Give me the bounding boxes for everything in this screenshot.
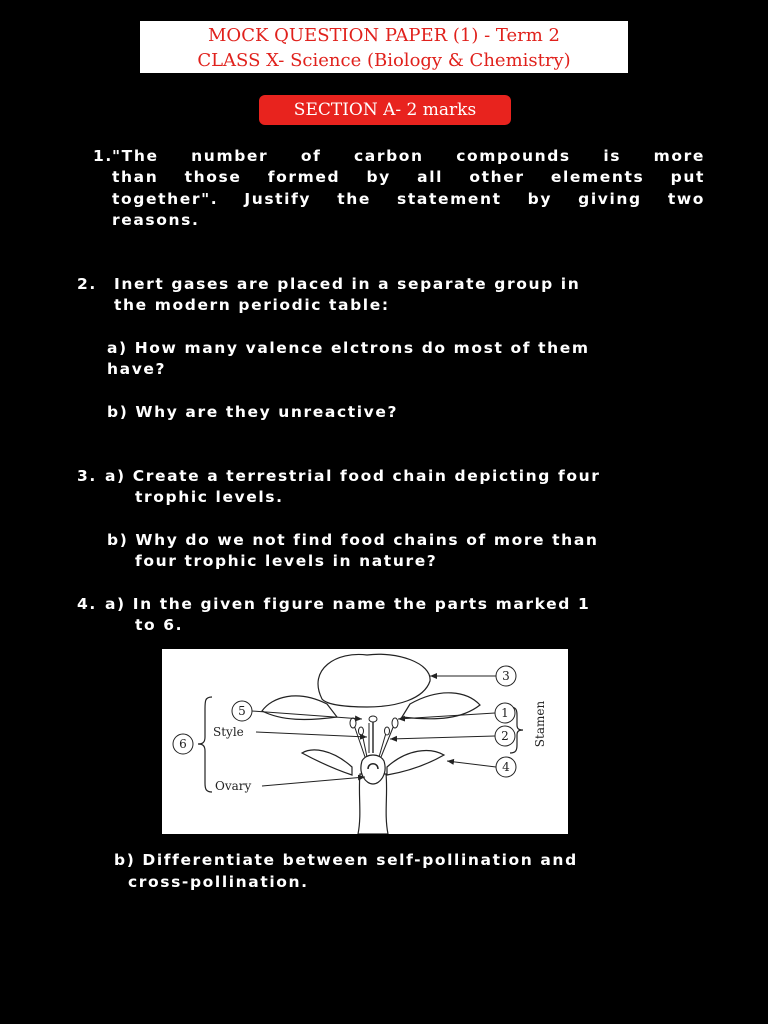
sepal-left [302, 750, 352, 775]
label-6: 6 [179, 737, 187, 751]
flower-diagram [162, 649, 568, 834]
section-badge: SECTION A- 2 marks [259, 95, 511, 125]
label-1: 1 [501, 706, 509, 720]
label-stamen: Stamen [533, 700, 547, 748]
title-line-2: CLASS X- Science (Biology & Chemistry) [197, 50, 571, 71]
label-2: 2 [501, 729, 509, 743]
flower-diagram-svg [162, 649, 568, 834]
title-line-1: MOCK QUESTION PAPER (1) - Term 2 [208, 25, 560, 46]
question-1-number: 1. [93, 147, 113, 165]
question-2-number: 2. [77, 275, 97, 293]
question-2-line-2: the modern periodic table: [114, 296, 390, 314]
question-4-number: 4. [77, 595, 97, 613]
question-1-line-4: reasons. [112, 211, 200, 229]
question-4b-line-2: cross-pollination. [128, 873, 309, 891]
question-1-line-2: than those formed by all other elements put [112, 168, 705, 186]
question-1-line-1: "The number of carbon compounds is more [112, 147, 705, 165]
question-4b-line-1: b) Differentiate between self-pollination and [114, 851, 578, 869]
question-3a-line-2: trophic levels. [135, 488, 284, 506]
question-3b-line-2: four trophic levels in nature? [135, 552, 438, 570]
petal-top [318, 654, 430, 707]
title-box [140, 21, 628, 73]
question-2-line-1: Inert gases are placed in a separate group in [114, 275, 581, 293]
question-3b-line-1: b) Why do we not find food chains of more than [107, 531, 599, 549]
label-3: 3 [502, 669, 510, 683]
sepal-right [387, 751, 444, 775]
question-4a-line-1: a) In the given figure name the parts marked 1 [105, 595, 591, 613]
left-brace [198, 697, 212, 792]
ovary-shape [361, 755, 385, 784]
label-ovary: Ovary [215, 779, 252, 793]
question-1-line-3: together". Justify the statement by giving two [112, 190, 705, 208]
question-3a-line-1: a) Create a terrestrial food chain depicting four [105, 467, 601, 485]
label-style: Style [213, 725, 244, 739]
question-2a-line-1: a) How many valence elctrons do most of them [107, 339, 590, 357]
question-4a-line-2: to 6. [135, 616, 184, 634]
question-2b: b) Why are they unreactive? [107, 403, 399, 421]
label-4: 4 [502, 760, 510, 774]
label-5: 5 [238, 704, 246, 718]
question-2a-line-2: have? [107, 360, 167, 378]
question-3-number: 3. [77, 467, 97, 485]
